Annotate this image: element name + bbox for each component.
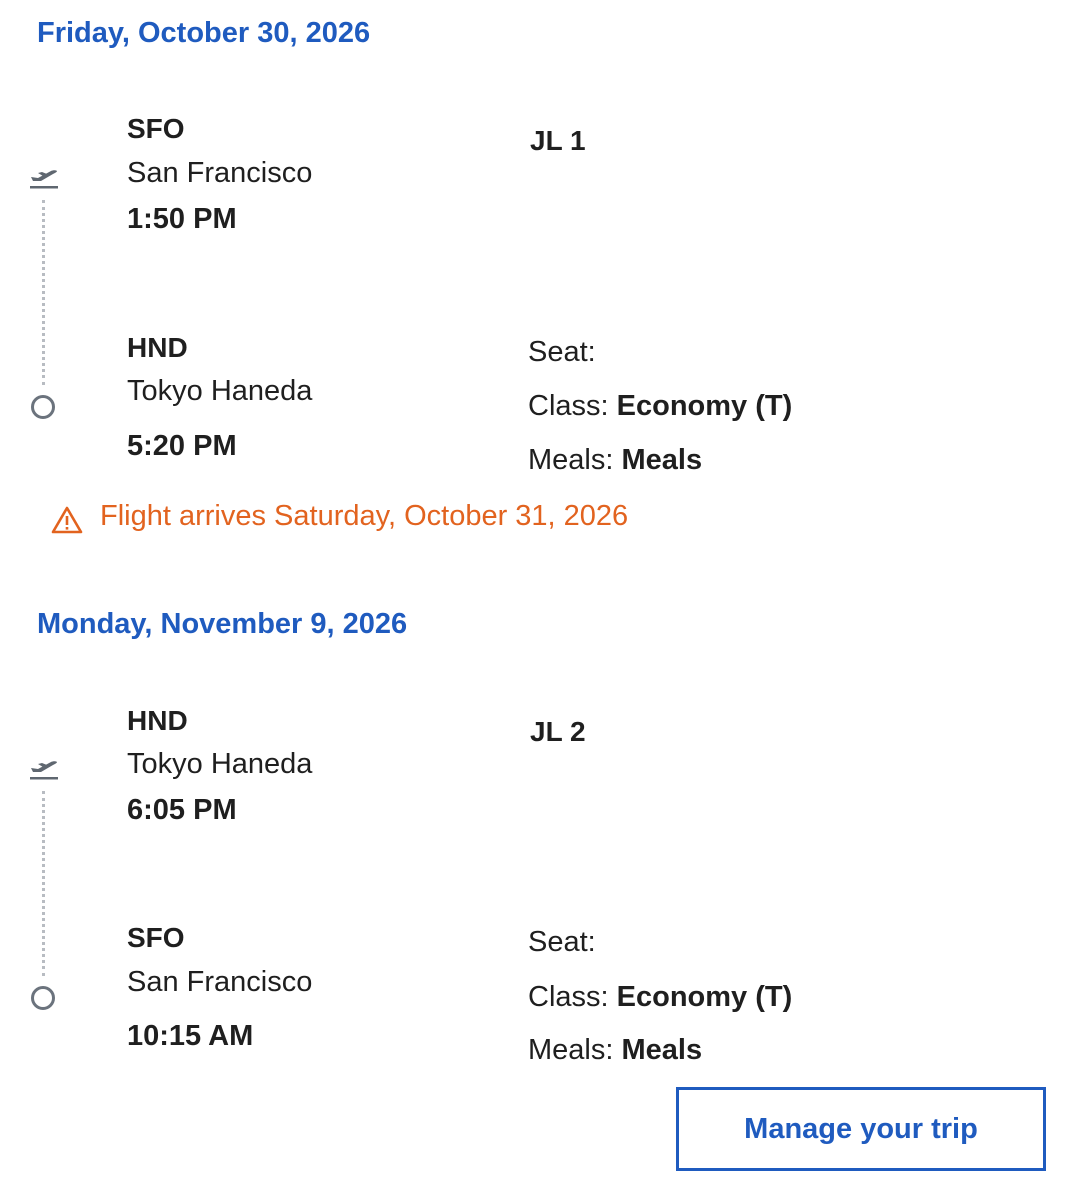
segment-1-date: Friday, October 30, 2026 <box>37 17 371 49</box>
departure-airport-code: HND <box>127 705 188 736</box>
arrival-time: 10:15 AM <box>127 1020 254 1052</box>
departure-time: 1:50 PM <box>127 203 237 235</box>
arrival-airport-code: SFO <box>127 922 185 953</box>
class-label: Class: <box>528 981 609 1013</box>
segment-2-date: Monday, November 9, 2026 <box>37 608 408 640</box>
plane-takeoff-icon <box>28 751 60 781</box>
circle-destination-icon <box>31 986 55 1010</box>
meals-info <box>528 444 702 477</box>
class-info <box>528 981 792 1014</box>
seat-label: Seat: <box>528 336 596 368</box>
timeline-dotted-line <box>42 200 45 385</box>
timeline-dotted-line <box>42 791 45 976</box>
flight-number: JL 2 <box>530 716 586 747</box>
seat-label: Seat: <box>528 926 596 958</box>
meals-info <box>528 1034 702 1067</box>
departure-city: Tokyo Haneda <box>127 748 313 780</box>
arrival-time: 5:20 PM <box>127 430 237 462</box>
plane-takeoff-icon <box>28 160 60 190</box>
departure-airport-code: SFO <box>127 113 185 144</box>
departure-city: San Francisco <box>127 157 313 189</box>
arrival-date-warning: Flight arrives Saturday, October 31, 2026 <box>100 500 629 532</box>
departure-time: 6:05 PM <box>127 794 237 826</box>
warning-triangle-icon <box>51 505 83 535</box>
flight-number: JL 1 <box>530 125 586 156</box>
class-value: Economy (T) <box>616 390 793 422</box>
class-info <box>528 390 792 423</box>
class-label: Class: <box>528 390 609 422</box>
manage-trip-button[interactable]: Manage your trip <box>676 1087 1046 1171</box>
circle-destination-icon <box>31 395 55 419</box>
arrival-city: Tokyo Haneda <box>127 375 313 407</box>
meals-value: Meals <box>621 444 703 476</box>
meals-label: Meals: <box>528 1034 614 1066</box>
arrival-city: San Francisco <box>127 966 313 998</box>
meals-value: Meals <box>621 1034 703 1066</box>
arrival-airport-code: HND <box>127 332 188 363</box>
meals-label: Meals: <box>528 444 614 476</box>
class-value: Economy (T) <box>616 981 793 1013</box>
